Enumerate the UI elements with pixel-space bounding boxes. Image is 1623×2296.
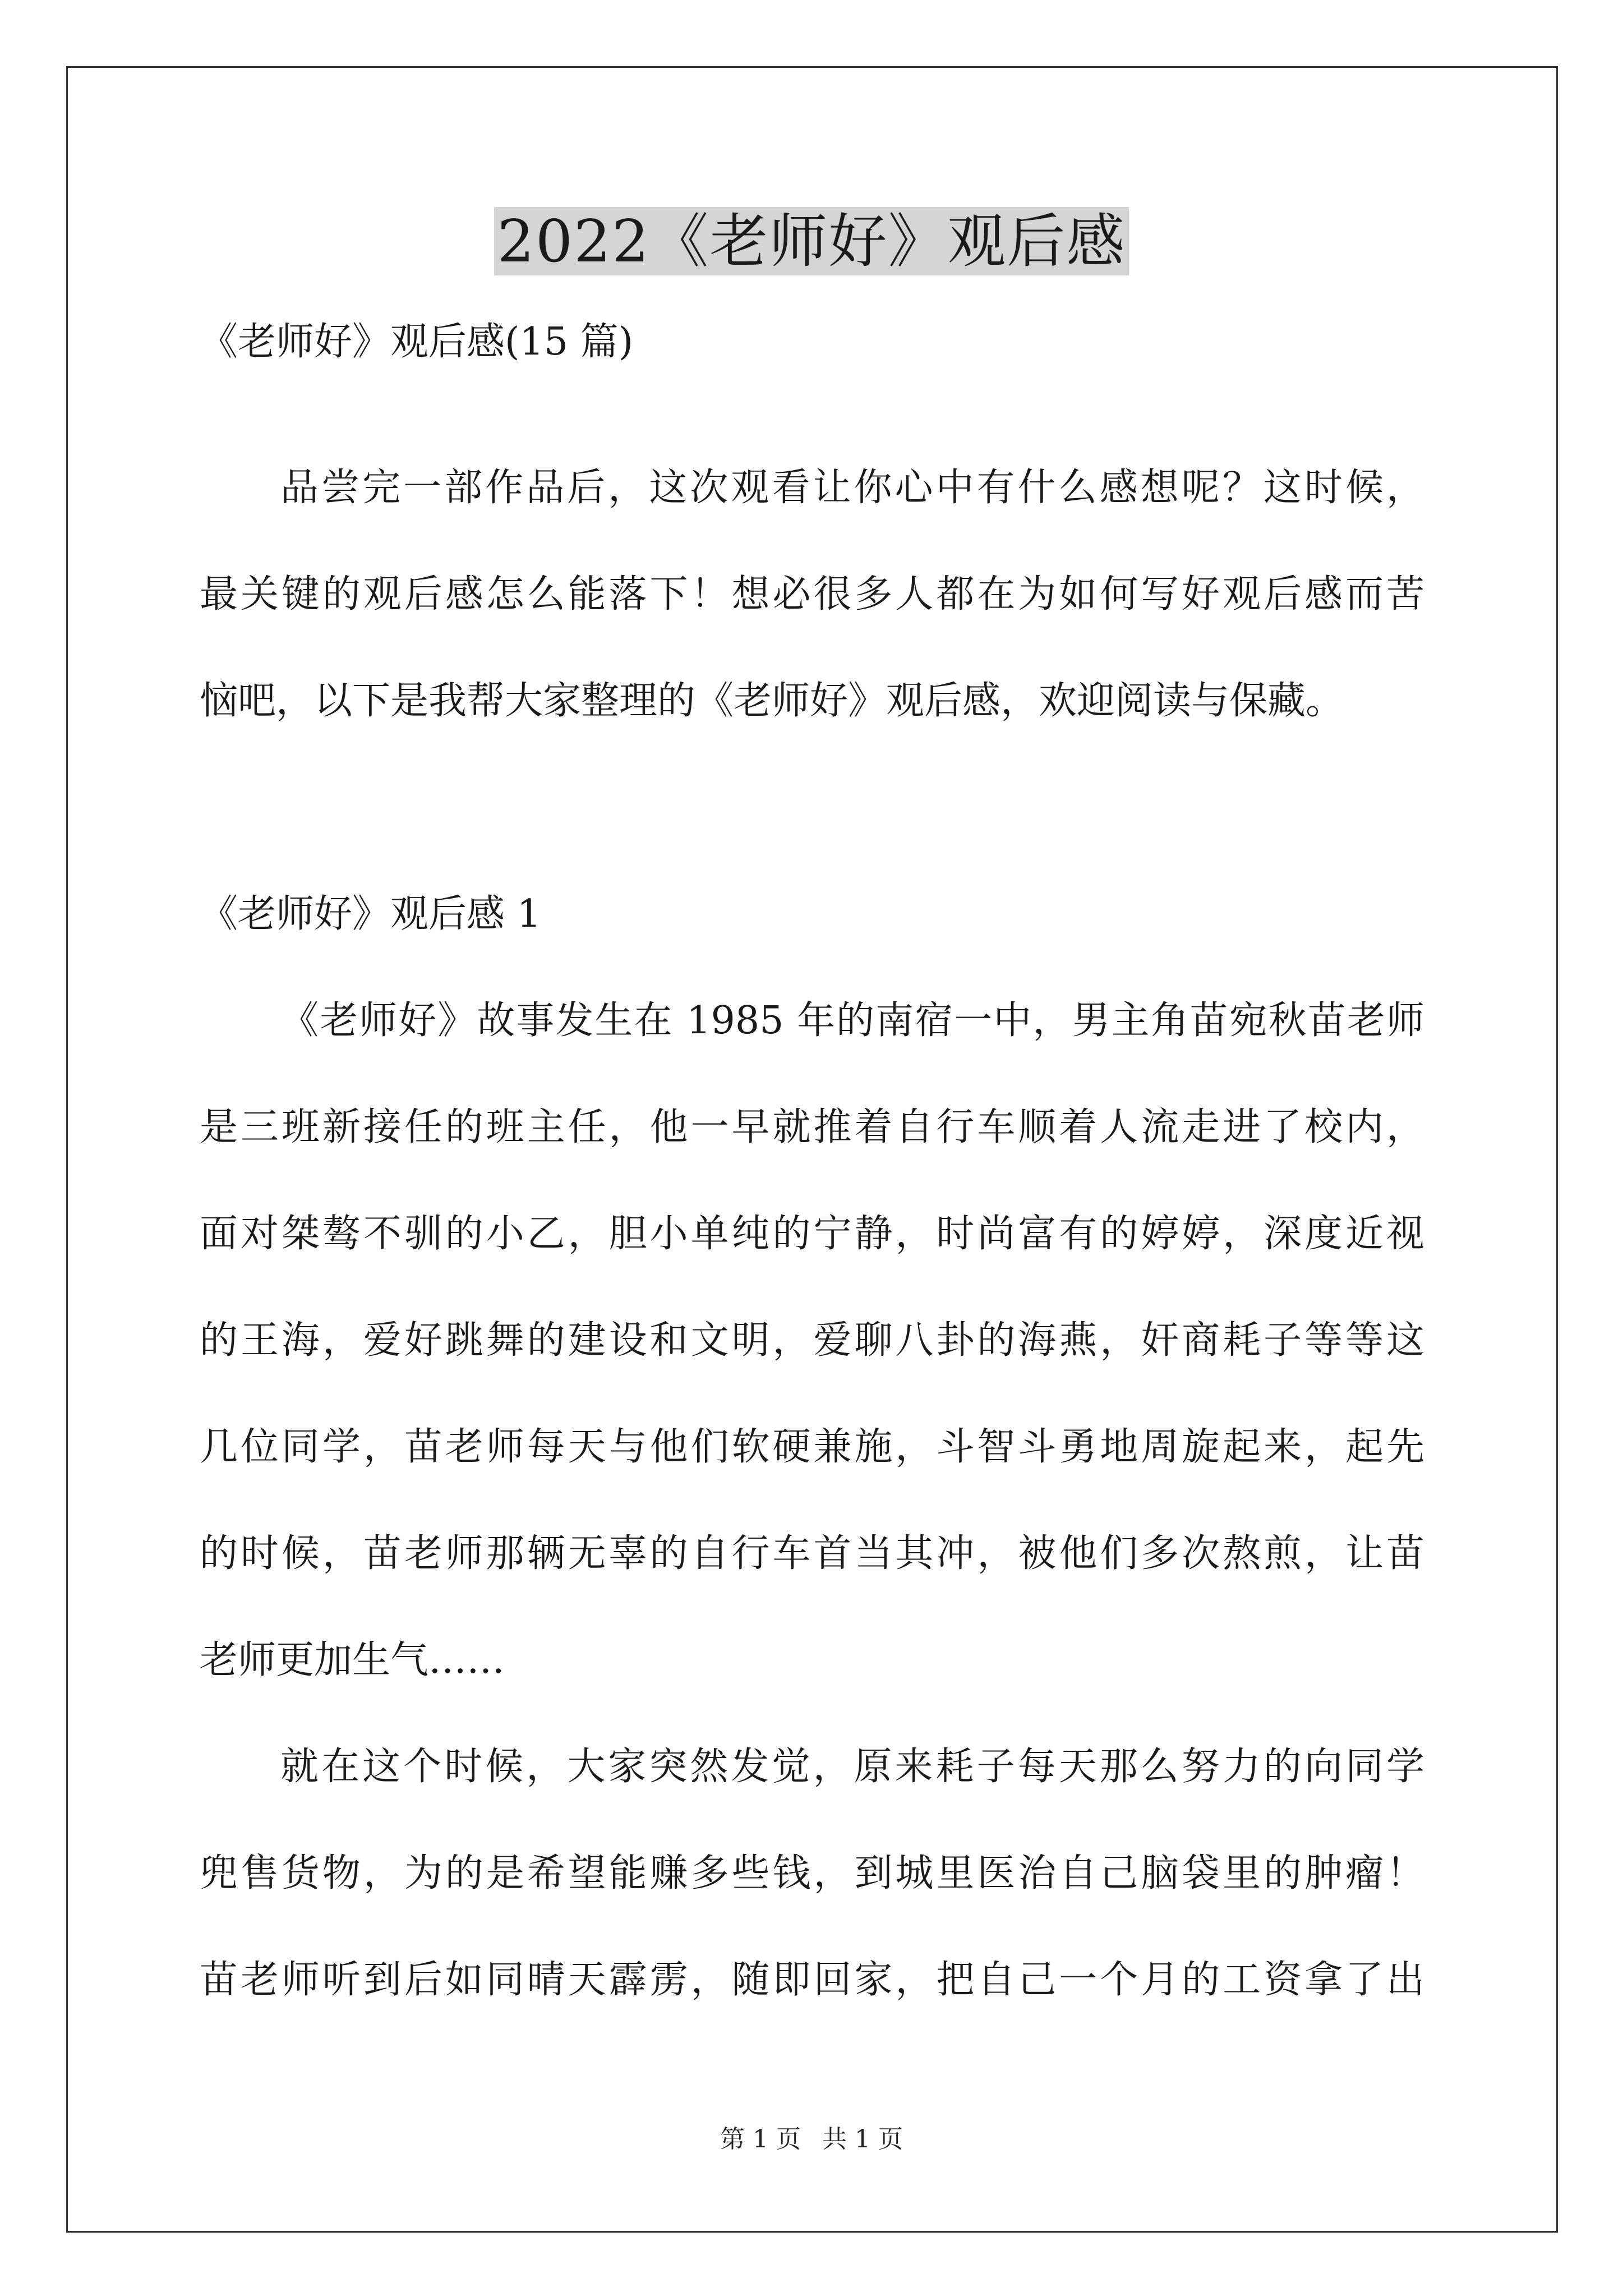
paragraph1-line-1: 《老师好》故事发生在 1985 年的南宿一中，男主角苗宛秋苗老师 [280,999,1424,1043]
page-number: 第 1 页 [720,2125,801,2154]
paragraph1-line-4: 的王海，爱好跳舞的建设和文明，爱聊八卦的海燕，奸商耗子等等这 [200,1318,1424,1363]
document-title-text: 2022《老师好》观后感 [494,207,1129,275]
intro-line-2: 最关键的观后感怎么能落下！想必很多人都在为如何写好观后感而苦 [200,572,1424,616]
paragraph1-line-3: 面对桀骜不驯的小乙，胆小单纯的宁静，时尚富有的婷婷，深度近视 [200,1212,1424,1256]
paragraph1-line-7: 老师更加生气…… [200,1638,505,1682]
paragraph1-line-5: 几位同学，苗老师每天与他们软硬兼施，斗智斗勇地周旋起来，起先 [200,1425,1424,1469]
document-title [0,205,1623,278]
page-total: 共 1 页 [822,2125,903,2154]
section-heading: 《老师好》观后感 1 [200,892,541,936]
paragraph1-line-2: 是三班新接任的班主任，他一早就推着自行车顺着人流走进了校内， [200,1105,1424,1149]
paragraph2-line-3: 苗老师听到后如同晴天霹雳，随即回家，把自己一个月的工资拿了出 [200,1958,1424,2002]
page-footer [0,2123,1623,2156]
paragraph2-line-1: 就在这个时候，大家突然发觉，原来耗子每天那么努力的向同学 [280,1745,1424,1789]
intro-line-1: 品尝完一部作品后，这次观看让你心中有什么感想呢？这时候， [280,466,1424,510]
document-subtitle: 《老师好》观后感(15 篇) [200,320,634,364]
paragraph1-line-6: 的时候，苗老师那辆无辜的自行车首当其冲，被他们多次熬煎，让苗 [200,1531,1424,1576]
paragraph2-line-2: 兜售货物，为的是希望能赚多些钱，到城里医治自己脑袋里的肿瘤！ [200,1851,1424,1895]
intro-line-3: 恼吧，以下是我帮大家整理的《老师好》观后感，欢迎阅读与保藏。 [200,679,1344,723]
